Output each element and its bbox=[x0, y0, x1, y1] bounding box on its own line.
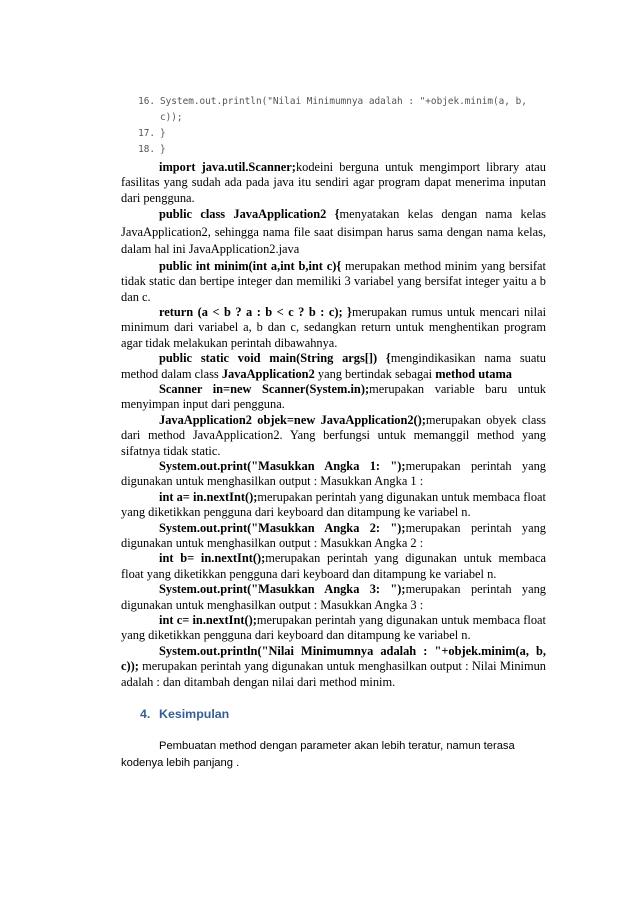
paragraph bbox=[121, 305, 546, 351]
paragraph-text: merupakan perintah yang digunakan untuk membaca float yang diketikkan pengguna dari keyboard dan ditampung ke variabel n. bbox=[121, 489, 546, 520]
conclusion-text bbox=[121, 738, 546, 772]
paragraph bbox=[121, 160, 546, 206]
paragraph bbox=[121, 206, 546, 259]
code-text: } bbox=[160, 128, 166, 139]
paragraph bbox=[121, 382, 546, 413]
code-term: return (a < b ? a : b < c ? b : c); } bbox=[159, 304, 352, 319]
paragraph bbox=[121, 351, 546, 382]
code-term: public int minim(int a,int b,int c){ bbox=[159, 258, 342, 273]
code-term: int c= in.nextInt(); bbox=[159, 613, 257, 628]
paragraph-text: merupakan method minim yang bersifat tidak static dan bertipe integer dan memiliki 3 variabel yang bersifat integer yaitu a b dan c. bbox=[121, 258, 546, 304]
section-title: Kesimpulan bbox=[159, 707, 230, 721]
paragraph-text: yang bertindak sebagai bbox=[314, 366, 436, 381]
section-number: 4. bbox=[140, 707, 151, 721]
code-text: System.out.println("Nilai Minimumnya adalah : "+objek.minim(a, b, bbox=[160, 96, 527, 107]
paragraph-text: merupakan obyek class dari method JavaApplication2. Yang berfungsi untuk memanggil method yang sifatnya tidak static. bbox=[121, 412, 546, 458]
paragraph-text: Pembuatan method dengan parameter akan lebih teratur, namun terasa kodenya lebih panjang . bbox=[121, 740, 515, 769]
code-term: System.out.print("Masukkan Angka 2: "); bbox=[159, 520, 406, 535]
code-term: int b= in.nextInt(); bbox=[159, 551, 266, 566]
paragraph-text: merupakan rumus untuk mencari nilai minimum dari variabel a, b dan c, sedangkan return untuk menghentikan program agar tidak melakukan perintah dibawahnya. bbox=[121, 304, 547, 350]
paragraph bbox=[121, 413, 546, 459]
class-name: JavaApplication2 bbox=[221, 366, 315, 381]
paragraph bbox=[121, 551, 546, 582]
section-heading bbox=[140, 707, 229, 721]
code-term: int a= in.nextInt(); bbox=[159, 489, 258, 504]
paragraph bbox=[121, 521, 546, 552]
line-number: 17. bbox=[138, 128, 155, 139]
code-line bbox=[121, 96, 561, 108]
code-term: public class JavaApplication2 { bbox=[159, 207, 340, 222]
paragraph-text: merupakan perintah yang digunakan untuk menghasilkan output : Masukkan Angka 1 : bbox=[121, 459, 547, 489]
code-term: JavaApplication2 objek=new JavaApplication2(); bbox=[159, 412, 426, 427]
code-term: System.out.print("Masukkan Angka 3: "); bbox=[159, 582, 406, 597]
code-line bbox=[121, 128, 561, 140]
paragraph-text: merupakan perintah yang digunakan untuk menghasilkan output : Masukkan Angka 2 : bbox=[121, 520, 547, 551]
paragraph-text: kodeini berguna untuk mengimport library atau fasilitas yang sudah ada pada java itu sendiri agar program dapat menerima inputan dari pengguna. bbox=[121, 160, 546, 205]
code-term: import java.util.Scanner; bbox=[159, 160, 296, 174]
paragraph bbox=[121, 459, 546, 490]
method-role: method utama bbox=[435, 366, 512, 381]
code-text: } bbox=[160, 144, 166, 155]
paragraph bbox=[121, 644, 546, 690]
paragraph-text: merupakan perintah yang digunakan untuk membaca float yang diketikkan pengguna dari keyboard dan ditampung ke variabel n. bbox=[121, 613, 547, 643]
paragraph-text: mengindikasikan nama suatu method dalam class bbox=[121, 351, 546, 381]
paragraph-text: merupakan perintah yang digunakan untuk membaca float yang diketikkan pengguna dari keyboard dan ditampung ke variabel n. bbox=[121, 551, 547, 581]
code-term: System.out.print("Masukkan Angka 1: "); bbox=[159, 459, 406, 473]
code-term: Scanner in=new Scanner(System.in); bbox=[159, 381, 370, 396]
code-term: public static void main(String args[]) { bbox=[159, 351, 391, 366]
paragraph-text: merupakan perintah yang digunakan untuk menghasilkan output : Masukkan Angka 3 : bbox=[121, 582, 547, 612]
explanation-text bbox=[121, 160, 546, 690]
paragraph bbox=[121, 613, 546, 644]
line-number: 16. bbox=[138, 96, 155, 107]
code-text: c)); bbox=[160, 112, 183, 123]
paragraph bbox=[121, 259, 546, 305]
paragraph-text: merupakan perintah yang digunakan untuk menghasilkan output : Nilai Minimun adalah : dan ditambah dengan nilai dari method minim. bbox=[121, 659, 546, 689]
code-term: System.out.println("Nilai Minimumnya adalah : "+objek.minim(a, b, c)); bbox=[121, 643, 546, 674]
line-number: 18. bbox=[138, 144, 155, 155]
paragraph bbox=[121, 582, 546, 613]
code-line bbox=[121, 144, 561, 156]
code-line bbox=[121, 112, 561, 124]
paragraph-text: merupakan variable baru untuk menyimpan input dari pengguna. bbox=[121, 381, 546, 412]
paragraph bbox=[121, 490, 546, 521]
paragraph-text: menyatakan kelas dengan nama kelas JavaApplication2, sehingga nama file saat disimpan harus sama dengan nama kelas, dalam hal ini JavaApplication2.java bbox=[121, 207, 546, 257]
